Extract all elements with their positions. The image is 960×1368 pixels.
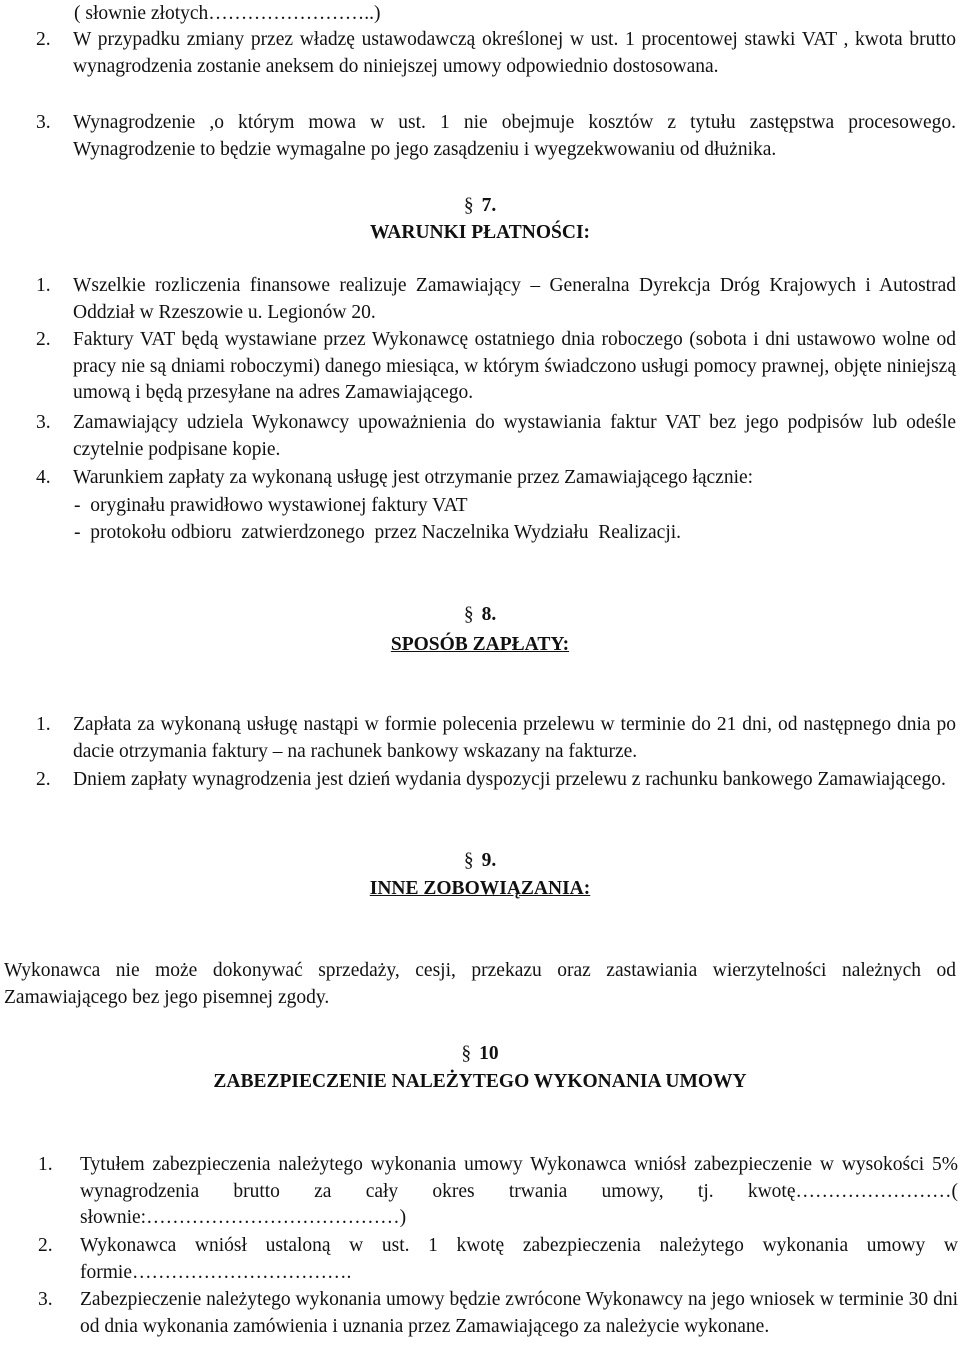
dash-line: - protokołu odbioru zatwierdzonego przez Naczelnika Wydziału Realizacji. xyxy=(74,522,682,543)
item-text: Wszelkie rozliczenia finansowe realizuje Zamawiający – Generalna Dyrekcja Dróg Krajowych i Autostrad Oddział w Rzeszowie u. Legionów 20. xyxy=(73,275,956,323)
item-text: Zabezpieczenie należytego wykonania umowy będzie zwrócone Wykonawcy na jego wniosek w terminie 30 dni od dnia wykonania zamówienia i uznania przez Zamawiającego za należycie wykonane. xyxy=(80,1289,958,1337)
item-text: Wynagrodzenie ,o którym mowa w ust. 1 nie obejmuje kosztów z tytułu zastępstwa procesowego. Wynagrodzenie to będzie wymagalne po jego zasądzeniu i wyegzekwowaniu od dłużnika. xyxy=(73,112,956,160)
section-symbol: § xyxy=(463,850,474,871)
list-item xyxy=(36,110,956,163)
section-symbol: § xyxy=(463,604,474,625)
section-symbol: § xyxy=(461,1043,472,1064)
list-item xyxy=(36,767,956,794)
section-number: 10 xyxy=(479,1043,499,1064)
item-number: 1. xyxy=(38,1154,53,1175)
section-8-title: SPOSÓB ZAPŁATY: xyxy=(390,634,570,655)
item-number: 2. xyxy=(36,769,51,790)
section-9-heading xyxy=(0,848,960,875)
section-7-title: WARUNKI PŁATNOŚCI: xyxy=(369,222,591,243)
item-text: Faktury VAT będą wystawiane przez Wykonawcę ostatniego dnia roboczego (sobota i dni ustawowo wolne od pracy nie są dniami roboczymi) danego miesiąca, w którym świadczono usługi pomocy prawnej, objęte niniejszą umową i będą przesyłane na adres Zamawiającego. xyxy=(73,329,956,403)
item-number: 2. xyxy=(38,1235,53,1256)
intro-line: ( słownie złotych……………………..) xyxy=(74,3,381,24)
item-number: 3. xyxy=(36,412,51,433)
list-item xyxy=(36,465,956,492)
item-text: Tytułem zabezpieczenia należytego wykonania umowy Wykonawca wniósł zabezpieczenie w wysokości 5% wynagrodzenia brutto za cały okres trwania umowy, tj. kwotę……………………( słownie:…………………………………) xyxy=(80,1154,958,1228)
item-number: 1. xyxy=(36,714,51,735)
item-number: 4. xyxy=(36,467,51,488)
section-9-paragraph: Wykonawca nie może dokonywać sprzedaży, cesji, przekazu oraz zastawiania wierzytelności należnych od Zamawiającego bez jego pisemnej zgody. xyxy=(4,960,956,1008)
item-text: Zapłata za wykonaną usługę nastąpi w formie polecenia przelewu w terminie do 21 dni, od następnego dnia po dacie otrzymania faktury – na rachunek bankowy wskazany na fakturze. xyxy=(73,714,956,762)
list-item xyxy=(36,27,956,80)
list-item xyxy=(36,273,956,326)
item-text: W przypadku zmiany przez władzę ustawodawczą określonej w ust. 1 procentowej stawki VAT , kwota brutto wynagrodzenia zostanie aneksem do niniejszej umowy odpowiednio dostosowana. xyxy=(73,29,956,77)
section-7-heading xyxy=(0,193,960,220)
section-number: 9. xyxy=(481,850,497,871)
item-text: Dniem zapłaty wynagrodzenia jest dzień wydania dyspozycji przelewu z rachunku bankowego Zamawiającego. xyxy=(73,769,946,790)
section-10-title: ZABEZPIECZENIE NALEŻYTEGO WYKONANIA UMOWY xyxy=(213,1071,747,1092)
item-number: 2. xyxy=(36,29,51,50)
item-number: 3. xyxy=(36,112,51,133)
item-number: 2. xyxy=(36,329,51,350)
item-text: Warunkiem zapłaty za wykonaną usługę jest otrzymanie przez Zamawiającego łącznie: xyxy=(73,467,754,488)
section-8-heading xyxy=(0,602,960,629)
list-item xyxy=(36,410,956,463)
section-9-title: INNE ZOBOWIĄZANIA: xyxy=(369,878,591,899)
item-text: Wykonawca wniósł ustaloną w ust. 1 kwotę zabezpieczenia należytego wykonania umowy w formie……………………………. xyxy=(80,1235,958,1283)
list-item xyxy=(38,1287,958,1340)
item-text: Zamawiający udziela Wykonawcy upoważnienia do wystawiania faktur VAT bez jego podpisów lub odeśle czytelnie podpisane kopie. xyxy=(73,412,956,460)
list-item xyxy=(38,1152,958,1232)
list-item xyxy=(38,1233,958,1286)
section-number: 8. xyxy=(481,604,497,625)
item-number: 1. xyxy=(36,275,51,296)
section-10-heading xyxy=(0,1041,960,1068)
item-number: 3. xyxy=(38,1289,53,1310)
list-item xyxy=(36,712,956,765)
section-symbol: § xyxy=(463,195,474,216)
section-number: 7. xyxy=(481,195,497,216)
list-item xyxy=(36,327,956,407)
dash-line: - oryginału prawidłowo wystawionej faktury VAT xyxy=(74,495,468,516)
